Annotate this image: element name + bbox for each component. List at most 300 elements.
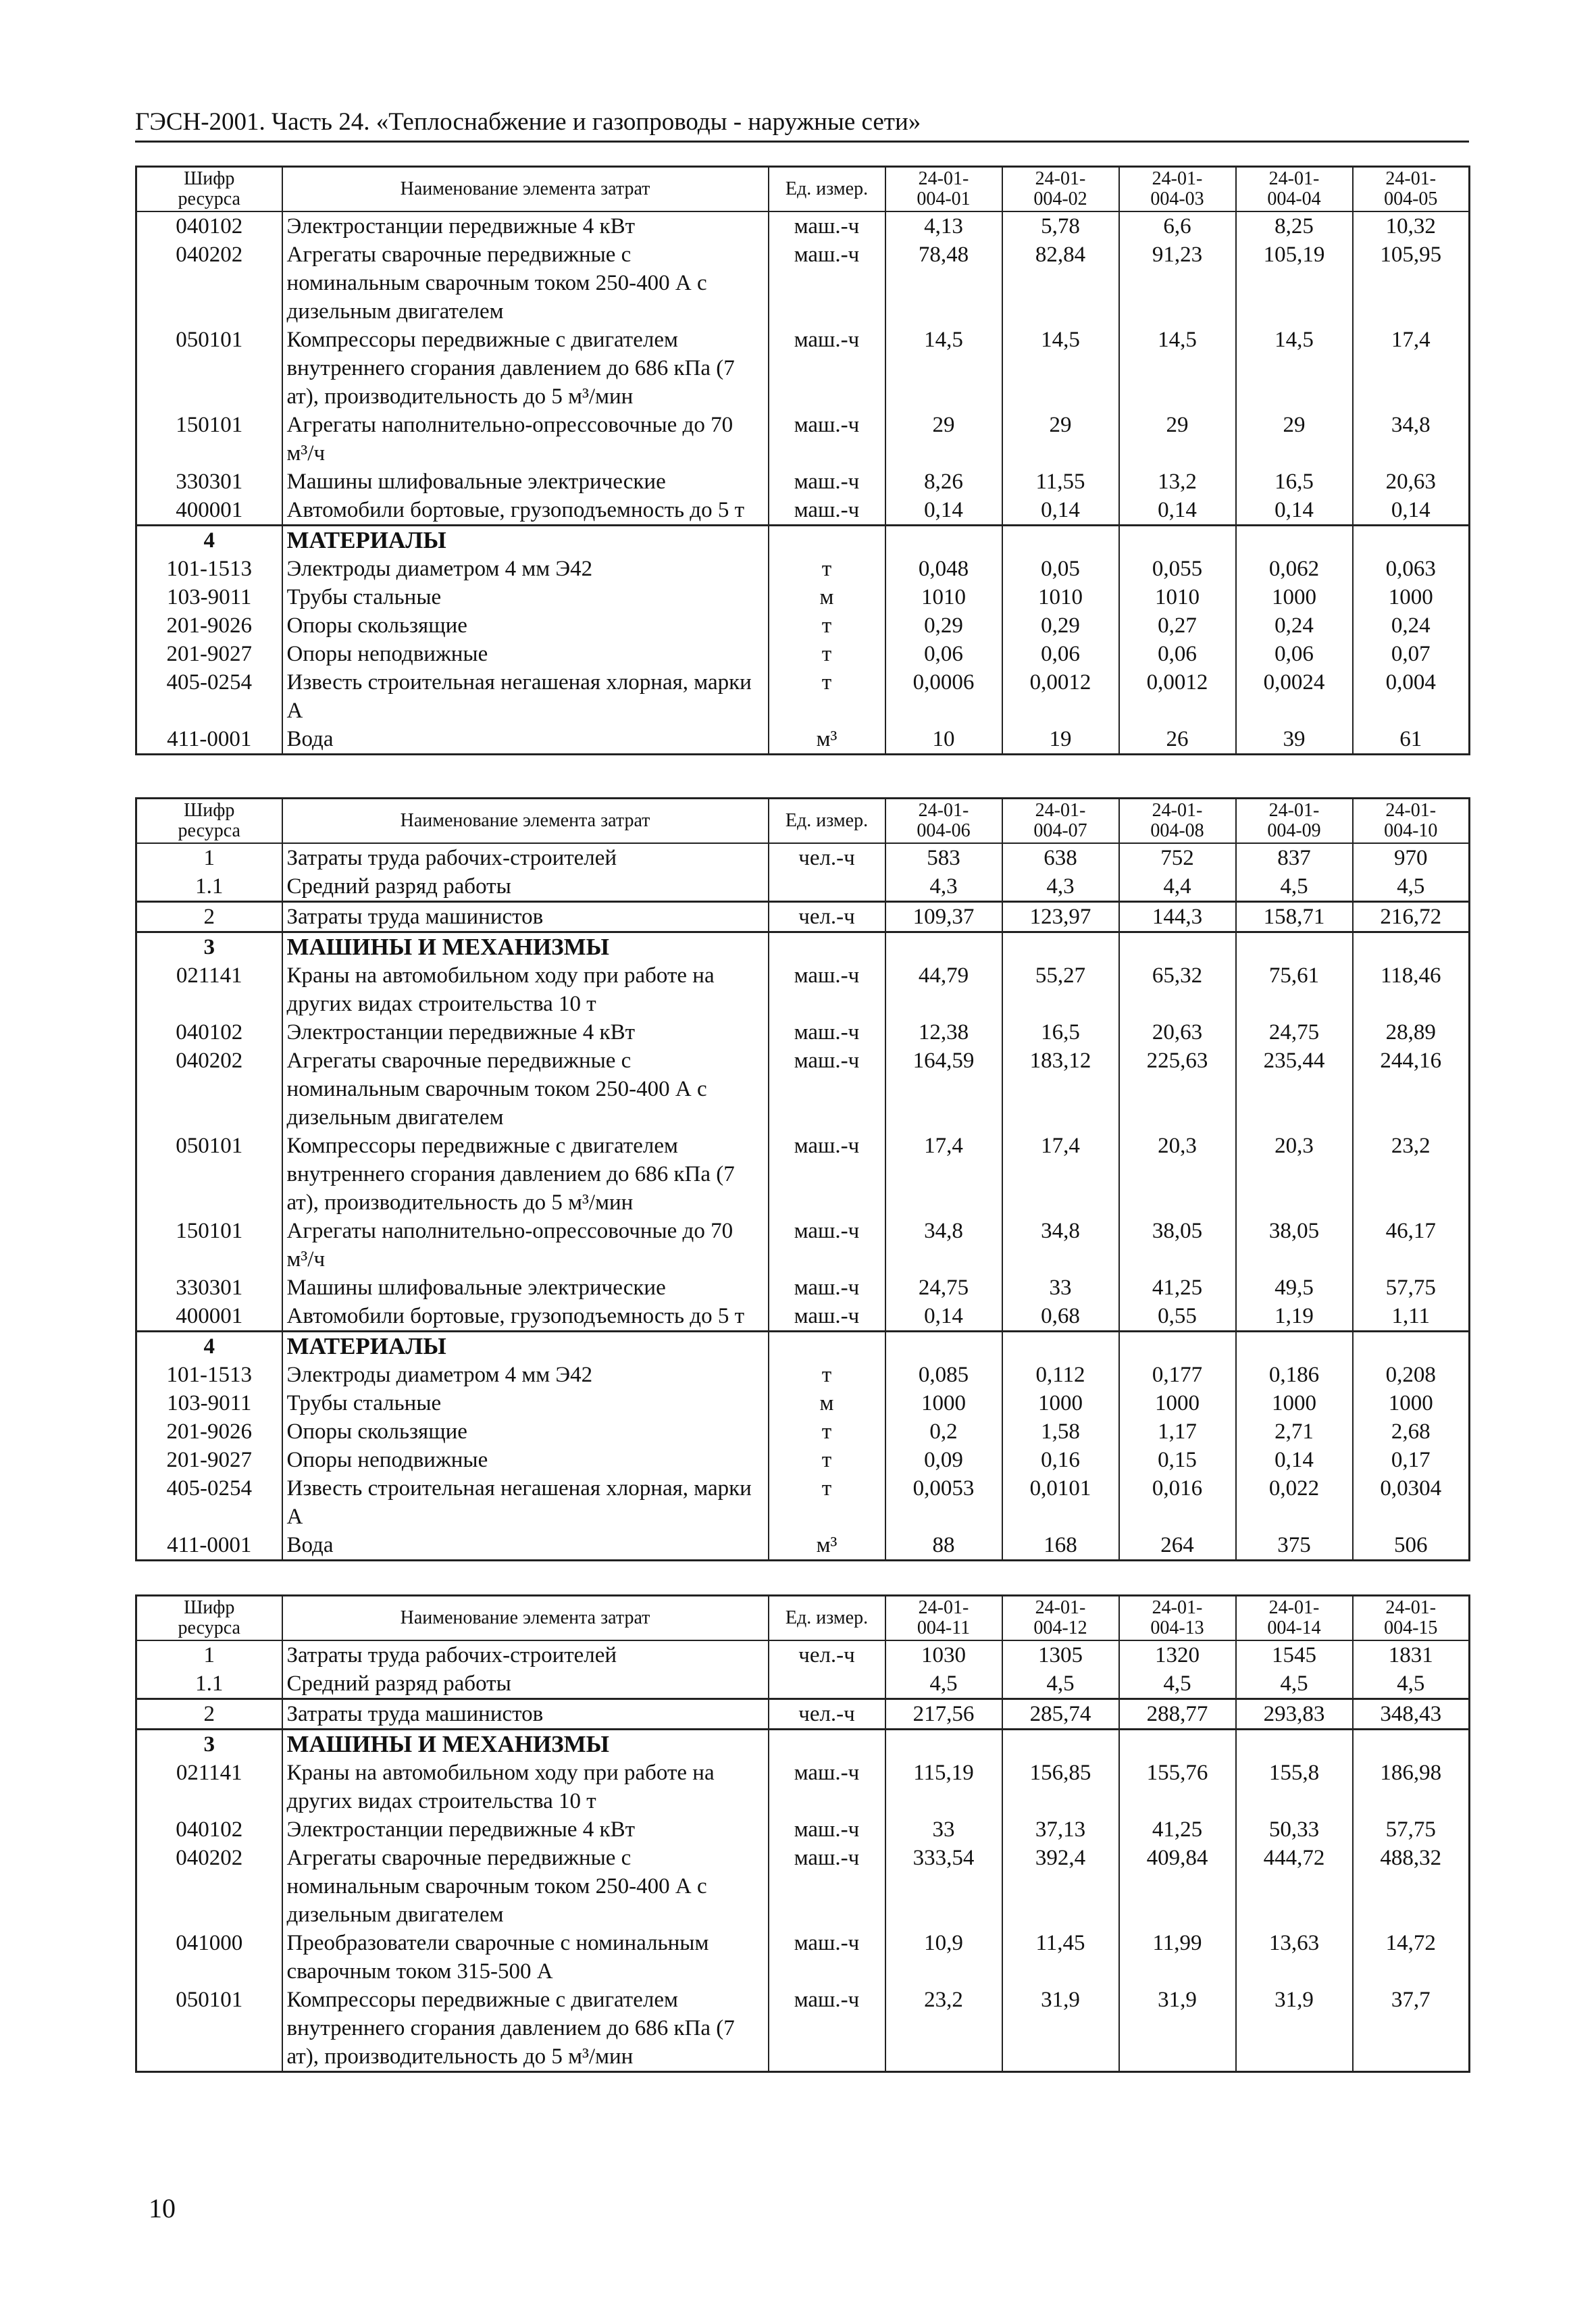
value-cell <box>1353 526 1470 555</box>
value-cell: 17,4 <box>1353 326 1470 411</box>
norm-code-line1: 24-01- <box>1035 800 1086 821</box>
resource-code: 201-9027 <box>136 1446 282 1474</box>
value-cell: 0,55 <box>1119 1302 1236 1332</box>
column-header-norm <box>885 1596 1002 1641</box>
value-cell <box>885 1730 1002 1759</box>
resource-code: 411-0001 <box>136 1531 282 1561</box>
table-row <box>136 1759 1470 1815</box>
value-cell: 20,3 <box>1236 1132 1353 1217</box>
value-cell: 28,89 <box>1353 1018 1470 1047</box>
value-cell <box>1002 526 1119 555</box>
norm-code-line2: 004-08 <box>1150 820 1204 841</box>
unit: маш.-ч <box>769 1844 885 1929</box>
value-cell: 57,75 <box>1353 1274 1470 1302</box>
resource-code: 040102 <box>136 211 282 241</box>
value-cell: 14,5 <box>1002 326 1119 411</box>
table-row <box>136 1640 1470 1669</box>
header-row <box>136 167 1470 212</box>
value-cell: 13,63 <box>1236 1929 1353 1986</box>
unit: т <box>769 1474 885 1531</box>
value-cell: 0,055 <box>1119 555 1236 583</box>
table-row <box>136 1699 1470 1730</box>
value-cell: 1320 <box>1119 1640 1236 1669</box>
table-row <box>136 326 1470 411</box>
resource-code: 021141 <box>136 961 282 1018</box>
value-cell: 0,06 <box>1236 640 1353 668</box>
value-cell: 4,5 <box>1236 1669 1353 1699</box>
norm-code-line2: 004-01 <box>917 188 971 209</box>
table-row <box>136 1274 1470 1302</box>
table-row <box>136 1132 1470 1217</box>
resource-code: 330301 <box>136 1274 282 1302</box>
value-cell: 0,14 <box>1353 496 1470 526</box>
resource-code: 021141 <box>136 1759 282 1815</box>
value-cell: 4,5 <box>1119 1669 1236 1699</box>
table-row <box>136 1815 1470 1844</box>
unit: маш.-ч <box>769 326 885 411</box>
value-cell: 235,44 <box>1236 1047 1353 1132</box>
resource-code: 103-9011 <box>136 1389 282 1417</box>
value-cell: 24,75 <box>885 1274 1002 1302</box>
value-cell: 409,84 <box>1119 1844 1236 1929</box>
value-cell: 39 <box>1236 725 1353 755</box>
unit: м <box>769 1389 885 1417</box>
value-cell: 14,5 <box>1236 326 1353 411</box>
unit: маш.-ч <box>769 1018 885 1047</box>
resource-name: Опоры неподвижные <box>282 640 769 668</box>
value-cell: 0,2 <box>885 1417 1002 1446</box>
table-row <box>136 583 1470 611</box>
norm-code-line1: 24-01- <box>1385 168 1437 189</box>
section-row <box>136 1730 1470 1759</box>
value-cell <box>885 1332 1002 1361</box>
resource-code: 1.1 <box>136 1669 282 1699</box>
column-header-code-line1: Шифр <box>184 1597 235 1618</box>
column-header-norm <box>885 167 1002 212</box>
value-cell: 506 <box>1353 1531 1470 1561</box>
value-cell: 31,9 <box>1236 1986 1353 2072</box>
unit: маш.-ч <box>769 496 885 526</box>
value-cell: 0,085 <box>885 1361 1002 1389</box>
column-header-unit: Ед. измер. <box>769 167 885 212</box>
value-cell: 14,72 <box>1353 1929 1470 1986</box>
value-cell <box>1236 1730 1353 1759</box>
unit: т <box>769 555 885 583</box>
resource-name: Известь строительная негашеная хлорная, марки А <box>282 1474 769 1531</box>
resource-name: Затраты труда машинистов <box>282 902 769 932</box>
value-cell: 14,5 <box>885 326 1002 411</box>
value-cell: 38,05 <box>1119 1217 1236 1274</box>
value-cell: 123,97 <box>1002 902 1119 932</box>
value-cell: 0,07 <box>1353 640 1470 668</box>
resource-code: 040202 <box>136 241 282 326</box>
value-cell: 0,17 <box>1353 1446 1470 1474</box>
value-cell: 0,063 <box>1353 555 1470 583</box>
unit: чел.-ч <box>769 1640 885 1669</box>
value-cell: 17,4 <box>885 1132 1002 1217</box>
value-cell: 186,98 <box>1353 1759 1470 1815</box>
value-cell: 14,5 <box>1119 326 1236 411</box>
value-cell: 1010 <box>885 583 1002 611</box>
resource-table-3 <box>135 1594 1470 2073</box>
norm-code-line2: 004-13 <box>1150 1617 1204 1638</box>
column-header-code <box>136 1596 282 1641</box>
column-header-code-line1: Шифр <box>184 800 235 821</box>
value-cell: 5,78 <box>1002 211 1119 241</box>
value-cell: 583 <box>885 843 1002 872</box>
table-row <box>136 725 1470 755</box>
unit: маш.-ч <box>769 1274 885 1302</box>
resource-code: 3 <box>136 932 282 962</box>
table-row <box>136 1986 1470 2072</box>
resource-code: 050101 <box>136 326 282 411</box>
value-cell: 31,9 <box>1002 1986 1119 2072</box>
value-cell: 2,68 <box>1353 1417 1470 1446</box>
value-cell: 375 <box>1236 1531 1353 1561</box>
resource-name: Электроды диаметром 4 мм Э42 <box>282 555 769 583</box>
value-cell: 1000 <box>885 1389 1002 1417</box>
value-cell: 8,25 <box>1236 211 1353 241</box>
value-cell: 4,5 <box>885 1669 1002 1699</box>
value-cell: 4,5 <box>1236 872 1353 902</box>
value-cell: 0,24 <box>1236 611 1353 640</box>
value-cell: 0,0053 <box>885 1474 1002 1531</box>
norm-code-line2: 004-15 <box>1384 1617 1438 1638</box>
norm-code-line2: 004-05 <box>1384 188 1438 209</box>
value-cell: 29 <box>1002 411 1119 468</box>
unit: т <box>769 668 885 725</box>
value-cell <box>1353 1332 1470 1361</box>
value-cell <box>1236 526 1353 555</box>
resource-name: МАШИНЫ И МЕХАНИЗМЫ <box>282 1730 769 1759</box>
column-header-norm <box>1119 799 1236 844</box>
resource-name: Краны на автомобильном ходу при работе на других видах строительства 10 т <box>282 961 769 1018</box>
column-header-code <box>136 799 282 844</box>
resource-name: Известь строительная негашеная хлорная, марки А <box>282 668 769 725</box>
resource-code: 1.1 <box>136 872 282 902</box>
norm-code-line1: 24-01- <box>1152 800 1203 821</box>
unit: м³ <box>769 1531 885 1561</box>
column-header-norm <box>885 799 1002 844</box>
value-cell <box>1002 1332 1119 1361</box>
table-row <box>136 411 1470 468</box>
value-cell: 0,05 <box>1002 555 1119 583</box>
column-header-name: Наименование элемента затрат <box>282 799 769 844</box>
value-cell: 91,23 <box>1119 241 1236 326</box>
norm-code-line2: 004-14 <box>1267 1617 1321 1638</box>
value-cell: 1010 <box>1119 583 1236 611</box>
value-cell: 0,0012 <box>1002 668 1119 725</box>
value-cell: 105,19 <box>1236 241 1353 326</box>
column-header-code <box>136 167 282 212</box>
resource-code: 201-9026 <box>136 1417 282 1446</box>
table-row <box>136 640 1470 668</box>
value-cell: 0,208 <box>1353 1361 1470 1389</box>
value-cell: 13,2 <box>1119 468 1236 496</box>
value-cell <box>1002 932 1119 962</box>
resource-code: 400001 <box>136 496 282 526</box>
column-header-code-line2: ресурса <box>178 820 240 841</box>
table-row <box>136 843 1470 872</box>
unit: т <box>769 1417 885 1446</box>
resource-name: Вода <box>282 1531 769 1561</box>
value-cell: 0,177 <box>1119 1361 1236 1389</box>
resource-name: Краны на автомобильном ходу при работе на других видах строительства 10 т <box>282 1759 769 1815</box>
value-cell: 37,13 <box>1002 1815 1119 1844</box>
value-cell: 1030 <box>885 1640 1002 1669</box>
resource-name: Агрегаты сварочные передвижные с номинальным сварочным током 250-400 А с дизельным двигателем <box>282 1047 769 1132</box>
value-cell: 78,48 <box>885 241 1002 326</box>
unit: т <box>769 611 885 640</box>
value-cell: 0,112 <box>1002 1361 1119 1389</box>
value-cell: 244,16 <box>1353 1047 1470 1132</box>
resource-name: Средний разряд работы <box>282 1669 769 1699</box>
value-cell: 0,14 <box>1002 496 1119 526</box>
value-cell: 8,26 <box>885 468 1002 496</box>
norm-code-line2: 004-04 <box>1267 188 1321 209</box>
resource-code: 400001 <box>136 1302 282 1332</box>
unit: чел.-ч <box>769 1699 885 1730</box>
header-row <box>136 799 1470 844</box>
resource-name: Электростанции передвижные 4 кВт <box>282 1815 769 1844</box>
table-header <box>136 167 1470 212</box>
value-cell: 0,0101 <box>1002 1474 1119 1531</box>
value-cell: 34,8 <box>1353 411 1470 468</box>
resource-code: 201-9027 <box>136 640 282 668</box>
value-cell: 12,38 <box>885 1018 1002 1047</box>
column-header-norm <box>1002 1596 1119 1641</box>
value-cell: 29 <box>1236 411 1353 468</box>
value-cell: 752 <box>1119 843 1236 872</box>
resource-code: 150101 <box>136 1217 282 1274</box>
value-cell: 0,15 <box>1119 1446 1236 1474</box>
value-cell: 88 <box>885 1531 1002 1561</box>
section-row <box>136 932 1470 962</box>
table-row <box>136 1047 1470 1132</box>
value-cell: 0,14 <box>1236 496 1353 526</box>
resource-name: Средний разряд работы <box>282 872 769 902</box>
value-cell: 109,37 <box>885 902 1002 932</box>
unit: чел.-ч <box>769 902 885 932</box>
value-cell: 0,29 <box>885 611 1002 640</box>
unit: м <box>769 583 885 611</box>
table-row <box>136 668 1470 725</box>
value-cell: 164,59 <box>885 1047 1002 1132</box>
value-cell: 1010 <box>1002 583 1119 611</box>
value-cell: 0,004 <box>1353 668 1470 725</box>
value-cell: 10 <box>885 725 1002 755</box>
resource-code: 040202 <box>136 1844 282 1929</box>
column-header-unit: Ед. измер. <box>769 1596 885 1641</box>
value-cell: 11,45 <box>1002 1929 1119 1986</box>
table-row <box>136 1929 1470 1986</box>
value-cell: 1000 <box>1236 583 1353 611</box>
column-header-norm <box>1236 167 1353 212</box>
resource-name: Агрегаты сварочные передвижные с номинальным сварочным током 250-400 А с дизельным двигателем <box>282 241 769 326</box>
value-cell: 225,63 <box>1119 1047 1236 1132</box>
unit: м³ <box>769 725 885 755</box>
value-cell: 65,32 <box>1119 961 1236 1018</box>
value-cell: 115,19 <box>885 1759 1002 1815</box>
table-row <box>136 1217 1470 1274</box>
value-cell: 0,06 <box>885 640 1002 668</box>
column-header-name: Наименование элемента затрат <box>282 1596 769 1641</box>
resource-name: Компрессоры передвижные с двигателем внутреннего сгорания давлением до 686 кПа (7 ат), производительность до 5 м³/мин <box>282 326 769 411</box>
table-header <box>136 799 1470 844</box>
value-cell: 1000 <box>1119 1389 1236 1417</box>
resource-code: 330301 <box>136 468 282 496</box>
column-header-norm <box>1119 1596 1236 1641</box>
unit: маш.-ч <box>769 1815 885 1844</box>
resource-code: 050101 <box>136 1986 282 2072</box>
value-cell: 348,43 <box>1353 1699 1470 1730</box>
resource-code: 3 <box>136 1730 282 1759</box>
unit <box>769 872 885 902</box>
resource-name: Машины шлифовальные электрические <box>282 468 769 496</box>
column-header-unit: Ед. измер. <box>769 799 885 844</box>
value-cell: 0,0006 <box>885 668 1002 725</box>
resource-code: 405-0254 <box>136 1474 282 1531</box>
value-cell: 49,5 <box>1236 1274 1353 1302</box>
table-row <box>136 1446 1470 1474</box>
norm-code-line1: 24-01- <box>1385 1597 1437 1618</box>
resource-name: Агрегаты наполнительно-опрессовочные до 70 м³/ч <box>282 411 769 468</box>
value-cell: 33 <box>885 1815 1002 1844</box>
resource-name: Автомобили бортовые, грузоподъемность до 5 т <box>282 1302 769 1332</box>
value-cell: 55,27 <box>1002 961 1119 1018</box>
value-cell: 444,72 <box>1236 1844 1353 1929</box>
value-cell: 20,3 <box>1119 1132 1236 1217</box>
resource-name: Электроды диаметром 4 мм Э42 <box>282 1361 769 1389</box>
resource-name: Электростанции передвижные 4 кВт <box>282 1018 769 1047</box>
value-cell: 0,016 <box>1119 1474 1236 1531</box>
value-cell <box>1119 932 1236 962</box>
resource-code: 4 <box>136 526 282 555</box>
value-cell: 155,76 <box>1119 1759 1236 1815</box>
table-body <box>136 843 1470 1561</box>
value-cell: 0,24 <box>1353 611 1470 640</box>
value-cell: 4,13 <box>885 211 1002 241</box>
value-cell: 0,0012 <box>1119 668 1236 725</box>
value-cell <box>1119 1730 1236 1759</box>
norm-code-line2: 004-10 <box>1384 820 1438 841</box>
unit <box>769 1730 885 1759</box>
value-cell: 0,062 <box>1236 555 1353 583</box>
table-row <box>136 1474 1470 1531</box>
norm-code-line1: 24-01- <box>1035 168 1086 189</box>
value-cell <box>1236 932 1353 962</box>
unit: маш.-ч <box>769 1759 885 1815</box>
unit: маш.-ч <box>769 468 885 496</box>
unit: маш.-ч <box>769 1217 885 1274</box>
resource-name: Затраты труда машинистов <box>282 1699 769 1730</box>
resource-table-1 <box>135 166 1470 755</box>
unit <box>769 932 885 962</box>
value-cell <box>885 932 1002 962</box>
column-header-code-line1: Шифр <box>184 168 235 189</box>
value-cell: 31,9 <box>1119 1986 1236 2072</box>
unit: маш.-ч <box>769 411 885 468</box>
table-row <box>136 961 1470 1018</box>
column-header-norm <box>1236 799 1353 844</box>
norm-code-line1: 24-01- <box>1035 1597 1086 1618</box>
column-header-norm <box>1119 167 1236 212</box>
value-cell: 38,05 <box>1236 1217 1353 1274</box>
norm-code-line1: 24-01- <box>1152 168 1203 189</box>
value-cell: 82,84 <box>1002 241 1119 326</box>
value-cell: 17,4 <box>1002 1132 1119 1217</box>
value-cell: 20,63 <box>1353 468 1470 496</box>
norm-code-line1: 24-01- <box>918 168 969 189</box>
resource-name: МАШИНЫ И МЕХАНИЗМЫ <box>282 932 769 962</box>
resource-name: Затраты труда рабочих-строителей <box>282 1640 769 1669</box>
table-header <box>136 1596 1470 1641</box>
unit <box>769 1332 885 1361</box>
table-row <box>136 1302 1470 1332</box>
value-cell: 10,9 <box>885 1929 1002 1986</box>
table-row <box>136 211 1470 241</box>
value-cell <box>1353 932 1470 962</box>
norm-code-line2: 004-09 <box>1267 820 1321 841</box>
value-cell: 1,19 <box>1236 1302 1353 1332</box>
unit: маш.-ч <box>769 961 885 1018</box>
resource-code: 405-0254 <box>136 668 282 725</box>
resource-code: 040102 <box>136 1018 282 1047</box>
table-row <box>136 611 1470 640</box>
unit <box>769 526 885 555</box>
value-cell: 24,75 <box>1236 1018 1353 1047</box>
value-cell: 50,33 <box>1236 1815 1353 1844</box>
value-cell: 1,17 <box>1119 1417 1236 1446</box>
table-body <box>136 211 1470 755</box>
norm-code-line1: 24-01- <box>1152 1597 1203 1618</box>
value-cell: 0,06 <box>1119 640 1236 668</box>
norm-code-line1: 24-01- <box>1385 800 1437 821</box>
value-cell: 0,14 <box>1236 1446 1353 1474</box>
resource-name: Преобразователи сварочные с номинальным сварочным током 315-500 А <box>282 1929 769 1986</box>
value-cell: 118,46 <box>1353 961 1470 1018</box>
resource-code: 2 <box>136 1699 282 1730</box>
table-row <box>136 1531 1470 1561</box>
unit: маш.-ч <box>769 211 885 241</box>
table-row <box>136 241 1470 326</box>
resource-code: 041000 <box>136 1929 282 1986</box>
table-row <box>136 902 1470 932</box>
unit: чел.-ч <box>769 843 885 872</box>
value-cell: 264 <box>1119 1531 1236 1561</box>
resource-code: 2 <box>136 902 282 932</box>
section-row <box>136 1332 1470 1361</box>
value-cell: 23,2 <box>885 1986 1002 2072</box>
header-row <box>136 1596 1470 1641</box>
page-number: 10 <box>149 2193 176 2223</box>
value-cell: 837 <box>1236 843 1353 872</box>
unit: т <box>769 1361 885 1389</box>
value-cell: 105,95 <box>1353 241 1470 326</box>
value-cell: 19 <box>1002 725 1119 755</box>
resource-code: 050101 <box>136 1132 282 1217</box>
resource-code: 101-1513 <box>136 1361 282 1389</box>
value-cell: 0,14 <box>885 496 1002 526</box>
value-cell: 144,3 <box>1119 902 1236 932</box>
value-cell: 34,8 <box>1002 1217 1119 1274</box>
resource-name: МАТЕРИАЛЫ <box>282 526 769 555</box>
value-cell: 0,68 <box>1002 1302 1119 1332</box>
value-cell: 1831 <box>1353 1640 1470 1669</box>
column-header-code-line2: ресурса <box>178 188 240 209</box>
norm-code-line2: 004-11 <box>917 1617 971 1638</box>
resource-code: 1 <box>136 843 282 872</box>
